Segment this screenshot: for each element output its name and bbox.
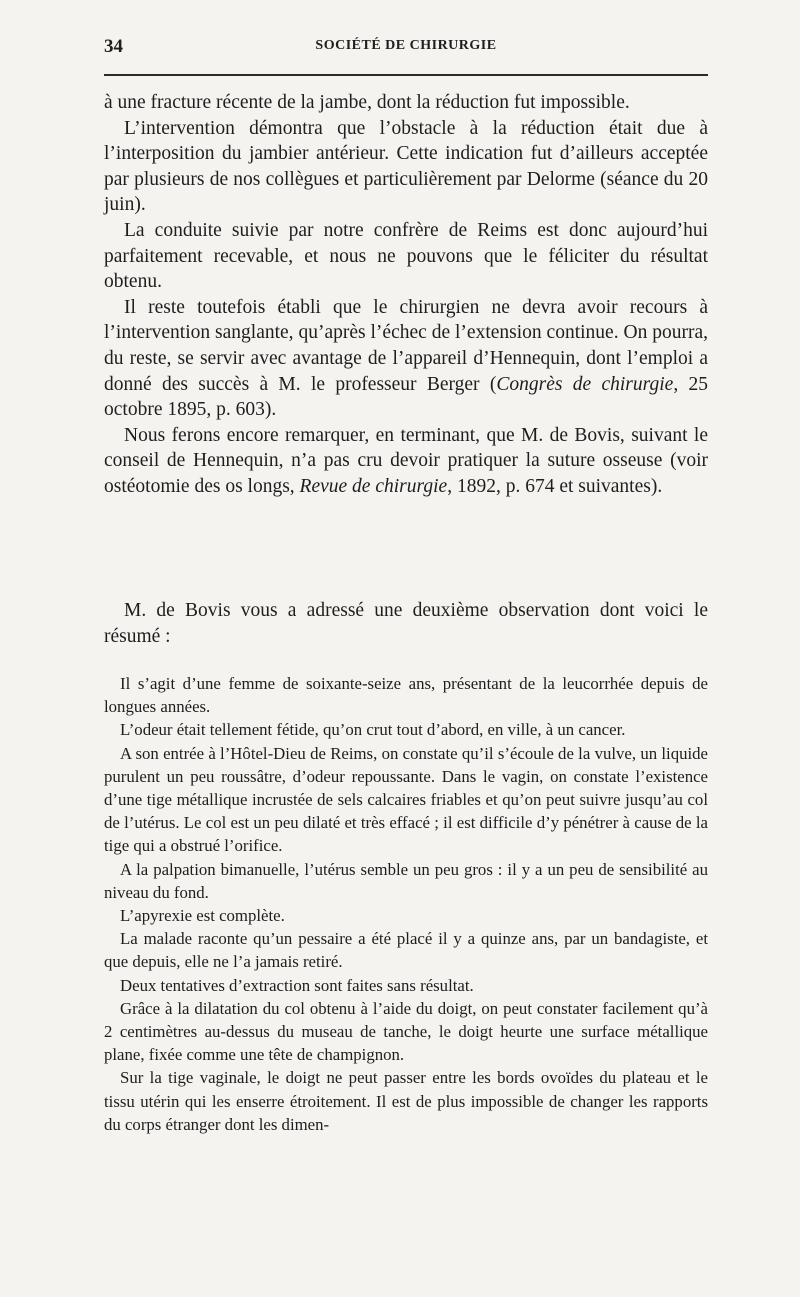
paragraph: Il s’agit d’une femme de soixante-seize ans, présentant de la leucorrhée depuis de longues années. xyxy=(104,674,708,717)
paragraph: A la palpation bimanuelle, l’utérus semble un peu gros : il y a un peu de sensibilité au niveau du fond. xyxy=(104,859,708,902)
section-intro xyxy=(104,598,708,649)
journal-title: Congrès de chirurgie xyxy=(496,373,674,395)
paragraph: La malade raconte qu’un pessaire a été placé il y a quinze ans, par un bandagiste, et que depuis, elle ne l’a jamais retiré. xyxy=(104,929,708,972)
paragraph: A son entrée à l’Hôtel-Dieu de Reims, on constate qu’il s’écoule de la vulve, un liquide purulent un peu roussâtre, d’odeur repoussante. Dans le vagin, on constate l’existence d’une tige métallique incrustée de sels calcaires friables et qu’on peut suivre jusqu’au col de l’utérus. Le col est un peu dilaté et très effacé ; il est difficile d’y pénétrer à cause de la tige qui a obstrué l’orifice. xyxy=(104,743,708,856)
running-head: SOCIÉTÉ DE CHIRURGIE xyxy=(315,38,497,53)
paragraph: Sur la tige vaginale, le doigt ne peut passer entre les bords ovoïdes du plateau et le tissu utérin qui les enserre étroitement. Il est de plus impossible de changer les rapports du corps étranger dont les dimen- xyxy=(104,1068,708,1134)
text-run: Nous ferons encore remarquer, en terminant, que M. de Bovis, suivant le conseil de Hennequin, n’a pas cru devoir pratiquer la suture osseuse (voir ostéotomie des os longs, xyxy=(104,424,708,497)
journal-title: Revue de chirurgie xyxy=(299,475,448,497)
page-header xyxy=(104,36,708,60)
paragraph: Deux tentatives d’extraction sont faites sans résultat. xyxy=(120,975,474,995)
main-text xyxy=(104,90,708,500)
text-run: , 25 octobre 1895, p. 603). xyxy=(104,373,709,421)
paragraph: M. de Bovis vous a adressé une deuxième observation dont voici le résumé : xyxy=(104,600,708,647)
paragraph xyxy=(104,295,708,423)
text-run: Il reste toutefois établi que le chirurgien ne devra avoir recours à l’intervention sanglante, qu’après l’échec de l’extension continue. On pourra, du reste, se servir avec avantage de l’appareil d’Hennequin, dont l’emploi a donné des succès à M. le professeur Berger ( xyxy=(104,296,708,395)
paragraph: L’apyrexie est complète. xyxy=(120,906,285,926)
text-run: , 1892, p. 674 et suivantes). xyxy=(447,475,663,497)
paragraph: à une fracture récente de la jambe, dont la réduction fut impossible. xyxy=(104,92,630,113)
paragraph: L’odeur était tellement fétide, qu’on crut tout d’abord, en ville, à un cancer. xyxy=(120,720,626,740)
header-rule xyxy=(104,74,708,76)
paragraph: Grâce à la dilatation du col obtenu à l’aide du doigt, on peut constater facilement qu’à 2 centimètres au-dessus du museau de tanche, le doigt heurte une surface métallique plane, fixée comme une tête de champignon. xyxy=(104,998,708,1065)
page-number: 34 xyxy=(104,36,123,57)
observation-summary xyxy=(104,672,708,1136)
paragraph xyxy=(104,423,708,500)
paragraph: L’intervention démontra que l’obstacle à la réduction était due à l’interposition du jambier antérieur. Cette indication fut d’ailleurs acceptée par plusieurs de nos collègues et particulièrement par Delorme (séance du 20 juin). xyxy=(104,117,708,216)
paragraph: La conduite suivie par notre confrère de Reims est donc aujourd’hui parfaitement recevable, et nous ne pouvons que le féliciter du résultat obtenu. xyxy=(104,219,708,293)
